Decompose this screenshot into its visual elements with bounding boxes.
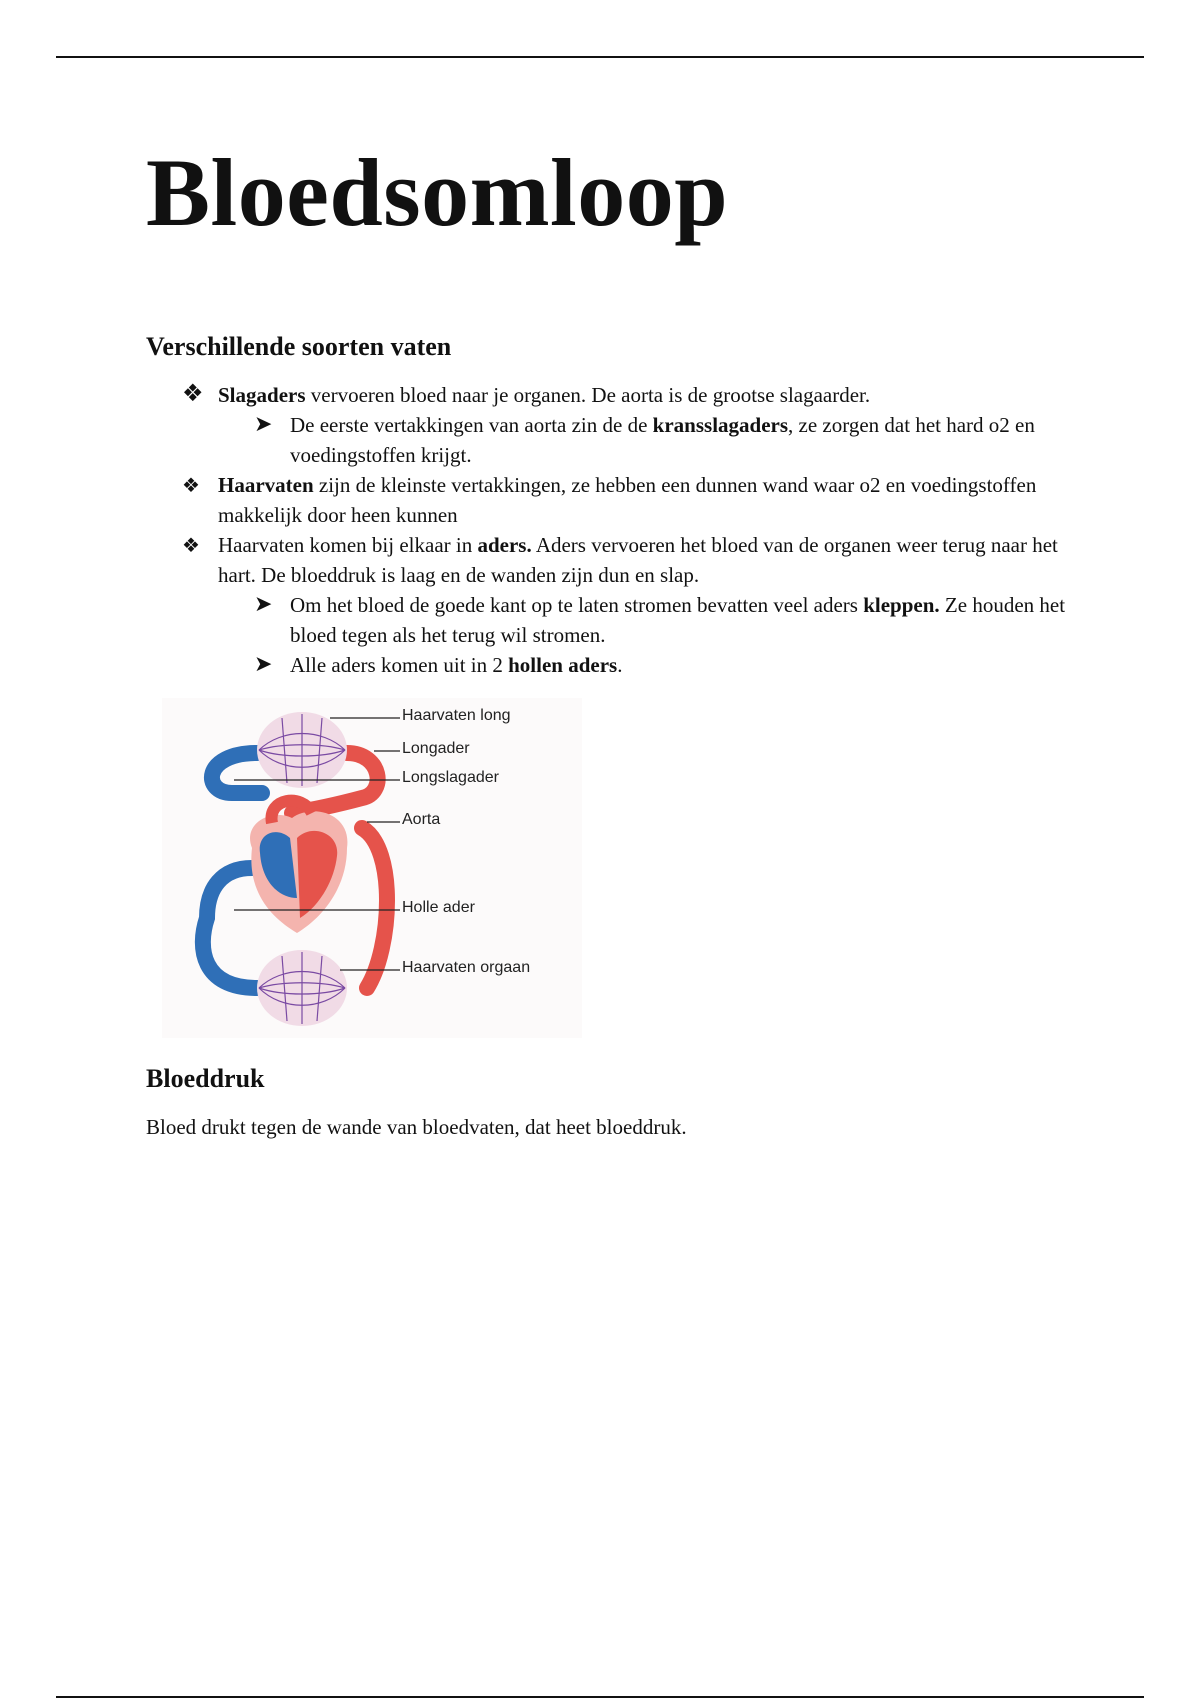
arrow-bullet-icon: ➤	[254, 651, 273, 677]
diamond-bullet-icon: ❖	[182, 378, 204, 407]
circulation-illustration	[162, 698, 582, 1038]
vaten-list	[146, 380, 1066, 680]
sub-item-kleppen: ➤ Om het bloed de goede kant op te laten stromen bevatten veel aders kleppen. Ze houden het bloed tegen als het terug wil stromen.	[254, 591, 1066, 647]
arrow-bullet-icon: ➤	[254, 591, 273, 617]
sub-list	[218, 410, 1066, 470]
sub-item-kransslagaders: ➤ De eerste vertakkingen van aorta zin de de kransslagaders, ze zorgen dat het hard o2 en voedingstoffen krijgt.	[254, 411, 1035, 467]
diamond-bullet-icon: ❖	[182, 532, 200, 557]
label-holle-ader: Holle ader	[402, 898, 475, 916]
sub-item-hollen-aders: ➤ Alle aders komen uit in 2 hollen aders.	[290, 650, 1066, 680]
section-heading-vaten: Verschillende soorten vaten	[146, 331, 452, 361]
bloeddruk-paragraph: Bloed drukt tegen de wande van bloedvaten, dat heet bloeddruk.	[146, 1114, 687, 1139]
label-longslagader: Longslagader	[402, 768, 499, 786]
bottom-rule	[56, 1696, 1144, 1698]
list-item-slagaders: ❖ Slagaders vervoeren bloed naar je organen. De aorta is de grootse slagaarder. ➤ De eerste vertakkingen van aorta zin de de kransslagaders, ze zorgen dat het hard o2 en voedingstoffen krijgt.	[218, 380, 1066, 470]
label-haarvaten-orgaan: Haarvaten orgaan	[402, 958, 531, 976]
page-title: Bloedsomloop	[146, 139, 729, 246]
document-page	[146, 140, 1066, 1142]
list-item-haarvaten: ❖ Haarvaten zijn de kleinste vertakkingen, ze hebben een dunnen wand waar o2 en voedingstoffen makkelijk door heen kunnen	[218, 470, 1066, 530]
sub-list	[218, 590, 1066, 680]
list-item-aders: ❖ Haarvaten komen bij elkaar in aders. Aders vervoeren het bloed van de organen weer terug naar het hart. De bloeddruk is laag en de wanden zijn dun en slap. ➤ Om het bloed de goede kant op te laten stromen bevatten veel aders kleppen. Ze houden het bloed tegen als het terug wil stromen. ➤ Alle aders komen uit in 2 hollen aders.	[218, 530, 1066, 680]
label-aorta: Aorta	[402, 810, 441, 828]
section-heading-bloeddruk: Bloeddruk	[146, 1063, 265, 1093]
diamond-bullet-icon: ❖	[182, 472, 200, 497]
label-haarvaten-long: Haarvaten long	[402, 706, 511, 724]
circulation-diagram	[162, 698, 582, 1038]
label-longader: Longader	[402, 739, 470, 757]
top-rule	[56, 56, 1144, 58]
arrow-bullet-icon: ➤	[254, 411, 273, 437]
